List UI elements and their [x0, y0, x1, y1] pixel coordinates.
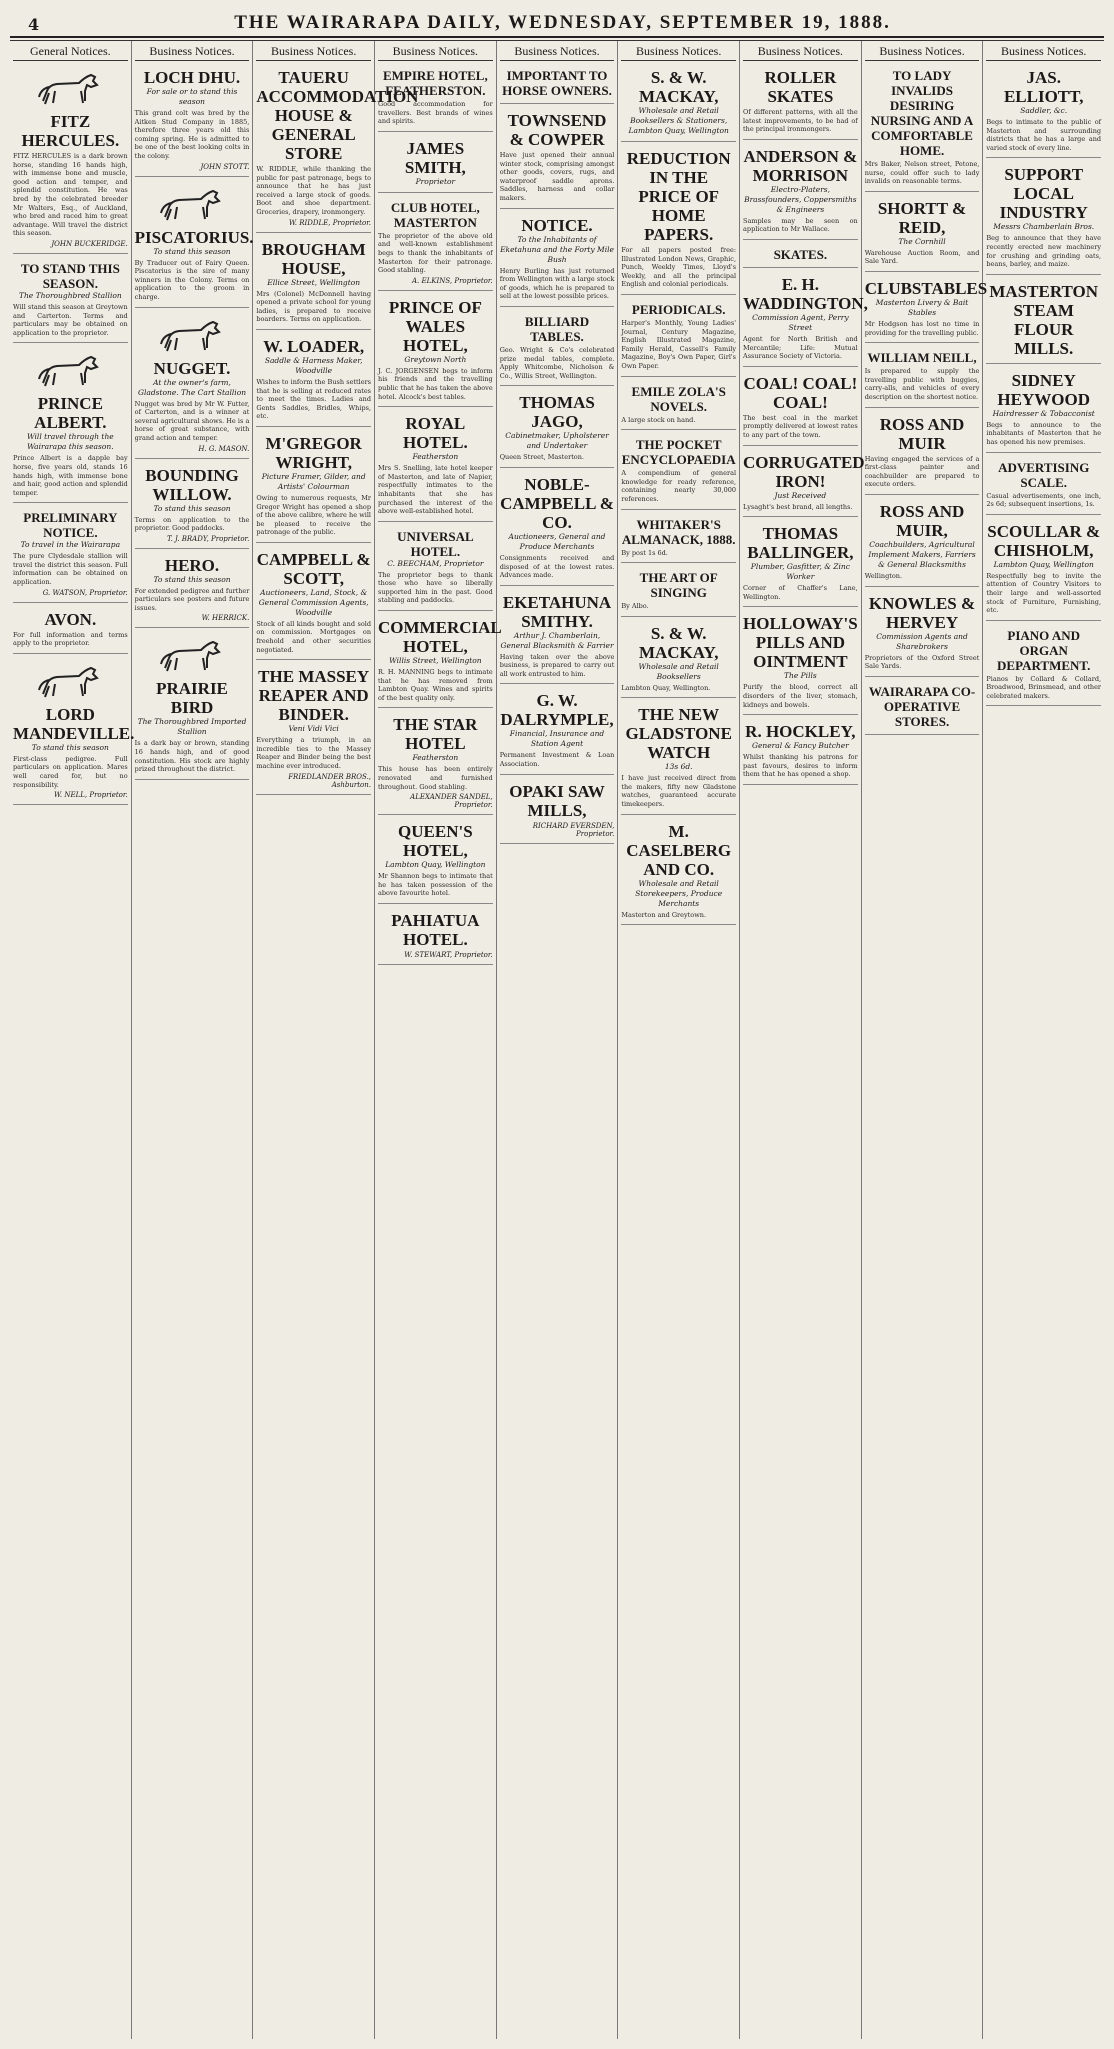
ad-subtitle: Saddle & Harness Maker, Woodville: [264, 355, 363, 375]
ad-signature: T. J. BRADY, Proprietor.: [166, 534, 250, 543]
advertisement: [500, 390, 615, 468]
ad-title: M'GREGOR WRIGHT,: [265, 433, 362, 472]
masthead: [10, 8, 1104, 34]
ad-signature: JOHN STOTT.: [200, 162, 250, 171]
ad-body: Wishes to inform the Bush settlers that he is selling at reduced rates to meet the times. Ladies and Gents Saddles, Bridles, Whips, etc.: [256, 377, 372, 421]
ad-body: Nugget was bred by Mr W. Futter, of Carterton, and is a winner at several agricultural shows. He is a horse of great substance, with grand action and temper.: [134, 399, 250, 442]
ad-title: THE NEW GLADSTONE WATCH: [625, 705, 732, 763]
ad-title: WILLIAM NEILL,: [867, 350, 977, 366]
ad-subtitle: Featherston: [412, 753, 459, 763]
ad-body: Is a dark bay or brown, standing 16 hands high, and of good constitution. His stock are highly prized throughout the district.: [134, 739, 250, 774]
ad-body: Is prepared to supply the travelling public with buggies, carry-alls, and vehicles of every description on the shortest notice.: [864, 367, 980, 401]
advertisement: [865, 499, 980, 587]
ad-subtitle: General & Fancy Butcher: [751, 741, 849, 751]
ad-title: SCOULLAR & CHISHOLM,: [987, 521, 1101, 560]
advertisement: [986, 162, 1101, 274]
ad-title: PERIODICALS.: [631, 301, 726, 317]
ad-signature: W. RIDDLE, Proprietor.: [288, 218, 372, 227]
advertisement: [986, 519, 1101, 621]
column-header: Business Notices.: [986, 41, 1101, 61]
ad-body: The pure Clydesdale stallion will travel the district this season. Full information can be obtained on application.: [13, 552, 128, 587]
ad-title: ROYAL HOTEL.: [402, 414, 468, 453]
ad-title: R. HOCKLEY,: [745, 722, 856, 742]
ad-title: NUGGET.: [153, 358, 231, 378]
advertisement: [13, 607, 128, 654]
ad-title: SKATES.: [773, 246, 828, 262]
advertisement: [378, 136, 493, 193]
ad-title: S. & W. MACKAY,: [638, 623, 719, 662]
ad-signature: H. G. MASON.: [198, 444, 250, 453]
advertisement: [621, 146, 736, 295]
advertisement: [135, 312, 250, 459]
ad-title: WAIRARAPA CO-OPERATIVE STORES.: [868, 683, 976, 729]
advertisement: [13, 258, 128, 343]
advertisement: [621, 299, 736, 377]
ad-title: KNOWLES & HERVEY: [868, 593, 976, 632]
column-header: Business Notices.: [378, 41, 493, 61]
advertisement: [621, 702, 736, 814]
ad-subtitle: Masterton Livery & Bait Stables: [875, 297, 969, 317]
ad-body: Permanent Investment & Loan Association.: [499, 751, 615, 769]
ad-signature: W. NELL, Proprietor.: [53, 791, 128, 800]
ad-body: FITZ HERCULES is a dark brown horse, standing 16 hands high, with immense bone and muscle, good action and temper, and splendid constitution. He was bred by the celebrated breeder Mr Walters, Esq., of Auckland, who bred and raced him to great advantage. Will travel the district this season.: [13, 152, 128, 238]
advertisement: [500, 472, 615, 586]
ad-signature: ALEXANDER SANDEL, Proprietor.: [410, 793, 493, 810]
advertisement: [378, 908, 493, 965]
ad-subtitle: Veni Vidi Vici: [288, 724, 339, 734]
ad-title: JAMES SMITH,: [404, 138, 466, 177]
ad-body: Respectfully beg to invite the attention of Country Visitors to their large and well-assorted stock of Furniture, Furnishing, etc.: [986, 571, 1102, 615]
advertisement: [500, 688, 615, 774]
advertisement: [621, 514, 736, 564]
ad-body: Casual advertisements, one inch, 2s 6d; subsequent insertions, 1s.: [986, 491, 1102, 509]
ad-subtitle: Ellice Street, Wellington: [267, 277, 361, 287]
ad-subtitle: Plumber, Gasfitter, & Zinc Worker: [750, 562, 850, 582]
ad-body: Warehouse Auction Room, and Sale Yard.: [864, 248, 980, 266]
ad-body: By post 1s 6d.: [621, 548, 668, 557]
advertisement: [865, 591, 980, 677]
page-number: 4: [28, 15, 40, 34]
ad-title: PRINCE ALBERT.: [34, 394, 107, 433]
advertisement: [621, 381, 736, 431]
ad-title: PRELIMINARY NOTICE.: [23, 510, 118, 541]
ad-subtitle: Lambton Quay, Wellington: [993, 559, 1094, 569]
ad-subtitle: The Cornhill: [898, 236, 946, 246]
ad-body: Masterton and Greytown.: [621, 910, 707, 919]
horse-illustration-icon: [13, 664, 128, 702]
column-4: [375, 41, 502, 2039]
ad-subtitle: Arthur J. Chamberlain, General Blacksmith & Farrier: [500, 630, 614, 650]
column-2: [132, 41, 254, 2039]
ad-body: Whilst thanking his patrons for past favours, desires to inform them that he has opened a shop.: [743, 753, 858, 779]
ad-body: Terms on application to the proprietor. Good paddocks.: [134, 515, 250, 533]
ad-subtitle: C. BEECHAM, Proprietor: [387, 558, 484, 568]
ad-body: Having engaged the services of a first-class painter and coachbuilder are prepared to execute orders.: [864, 454, 980, 489]
horse-illustration-icon: [135, 187, 250, 225]
ad-body: Mrs (Colonel) McDonnell having opened a private school for young ladies, is prepared to receive boarders. Terms on application.: [256, 289, 372, 324]
advertisement: [378, 819, 493, 904]
horse-illustration-icon: [135, 638, 250, 676]
ad-subtitle: Will travel through the Wairarapa this season.: [26, 432, 114, 452]
ad-body: Mrs S. Snelling, late hotel keeper of Masterton, and late of Napier, respectfully intimates to the inhabitants that she has purchased the interest of the above well-established hotel.: [378, 464, 493, 516]
advertisement: [13, 347, 128, 503]
advertisement: [865, 347, 980, 407]
advertisement: [865, 65, 980, 192]
ad-title: THE ART OF SINGING: [639, 570, 718, 601]
ad-body: Have just opened their annual winter stock, comprising amongst other goods, covers, rugs, and waterproof saddle aprons. Saddles, harness and collar makers.: [499, 151, 615, 202]
advertisement: [743, 450, 865, 518]
ad-title: HERO.: [164, 555, 220, 575]
advertisement: [13, 65, 128, 254]
advertisement: [743, 521, 858, 607]
advertisement: [256, 334, 371, 427]
advertisement: [378, 615, 502, 708]
ad-body: Having taken over the above business, is prepared to carry out all work entrusted to him.: [499, 652, 615, 678]
column-header: Business Notices.: [621, 41, 736, 61]
ad-title: BROUGHAM HOUSE,: [261, 239, 366, 278]
ad-title: SIDNEY HEYWOOD: [997, 370, 1090, 409]
advertisement: [743, 719, 858, 785]
ad-subtitle: The Thoroughbred Stallion: [18, 290, 122, 300]
ad-body: Everything a triumph, in an incredible ties to the Massey Reaper and Binder being the best machine ever introduced.: [256, 736, 372, 771]
ad-title: THE STAR HOTEL: [393, 715, 478, 754]
ad-subtitle: Wholesale and Retail Booksellers: [638, 661, 719, 681]
ad-body: Wellington.: [864, 571, 903, 580]
ad-subtitle: For sale or to stand this season: [146, 87, 238, 106]
ad-subtitle: Commission Agent, Perry Street: [752, 312, 849, 332]
ad-title: QUEEN'S HOTEL,: [398, 822, 473, 861]
advertisement: [743, 611, 858, 715]
advertisement: [865, 412, 980, 495]
ad-signature: JOHN BUCKERIDGE.: [51, 239, 128, 248]
advertisement: [500, 108, 615, 209]
advertisement: [378, 65, 493, 132]
column-1: [10, 41, 135, 2039]
ad-title: G. W. DALRYMPLE,: [500, 691, 614, 730]
advertisement: [865, 196, 980, 272]
ad-title: IMPORTANT TO HORSE OWNERS.: [502, 68, 612, 98]
advertisement: [135, 632, 250, 779]
ad-body: Lysaght's best brand, all lengths.: [743, 502, 853, 511]
ad-subtitle: At the owner's farm, Gladstone. The Cart Stallion: [137, 377, 247, 397]
advertisement: [743, 65, 858, 140]
column-header: Business Notices.: [500, 41, 615, 61]
ad-title: NOBLE-CAMPBELL & CO.: [500, 474, 614, 532]
ad-subtitle: Willis Street, Wellington: [389, 656, 482, 666]
column-9: [983, 41, 1104, 2039]
advertisement: [256, 65, 419, 233]
advertisement: [621, 819, 736, 926]
ad-body: The best coal in the market promptly delivered at lowest rates to any part of the town.: [743, 413, 858, 439]
advertisement: [500, 779, 615, 844]
ad-subtitle: Wholesale and Retail Booksellers & Stationers, Lambton Quay, Wellington: [628, 106, 729, 135]
advertisement: [986, 279, 1101, 364]
ad-title: M. CASELBERG AND CO.: [626, 821, 732, 879]
ad-body: Good accommodation for travellers. Best brands of wines and spirits.: [378, 100, 493, 126]
ad-subtitle: Cabinetmaker, Upholsterer and Undertaker: [505, 431, 609, 451]
ad-body: Geo. Wright & Co's celebrated prize medal tables, complete. Apply Whitcombe, Nicholson & Co., Willis Street, Wellington.: [499, 345, 615, 380]
ad-title: ROSS AND MUIR: [879, 414, 965, 453]
advertisement: [500, 213, 615, 307]
advertisement: [256, 664, 371, 794]
ad-body: Prince Albert is a dapple bay horse, five years old, stands 16 hands high, with immense bone and hair, good action and splendid temper.: [13, 454, 128, 497]
ad-body: This grand colt was bred by the Aitken Stud Company in 1885, therefore three years old this coming spring. He is admitted to be one of the best looking colts in the colony.: [134, 109, 250, 160]
advertisement: [986, 457, 1101, 515]
ad-subtitle: Auctioneers, General and Produce Merchants: [508, 531, 606, 551]
advertisement: [135, 463, 250, 549]
ad-body: W. RIDDLE, while thanking the public for past patronage, begs to announce that he has just received a large stock of goods. Boot and shoe department. Groceries, drapery, ironmongery.: [256, 165, 372, 216]
column-8: [862, 41, 988, 2039]
advertisement: [378, 411, 493, 522]
ad-title: HOLLOWAY'S PILLS AND OINTMENT: [743, 614, 858, 672]
advertisement: [13, 658, 135, 805]
ad-title: CLUB HOTEL, MASTERTON: [390, 199, 480, 230]
ad-body: Corner of Chaffer's Lane, Wellington.: [743, 584, 858, 601]
ad-title: EKETAHUNA SMITHY.: [502, 592, 612, 631]
column-header: Business Notices.: [865, 41, 980, 61]
ad-subtitle: Electro-Platers, Brassfounders, Coppersmiths & Engineers: [744, 184, 857, 214]
ad-title: CAMPBELL & SCOTT,: [256, 549, 371, 588]
ad-title: REDUCTION IN THE PRICE OF HOME PAPERS.: [626, 149, 731, 244]
ad-body: Mr Shannon begs to intimate that he has taken possession of the above favourite hotel.: [378, 872, 493, 898]
ad-body: Proprietors of the Oxford Street Sale Yards.: [864, 653, 980, 671]
ad-body: A compendium of general knowledge for ready reference, containing nearly 30,000 references.: [621, 469, 737, 503]
ad-subtitle: To the Inhabitants of Eketahuna and the Forty Mile Bush: [500, 234, 614, 264]
ad-title: WHITAKER'S ALMANACK, 1888.: [621, 516, 736, 547]
horse-illustration-icon: [135, 318, 250, 356]
ad-body: For full information and terms apply to the proprietor.: [13, 630, 128, 648]
ad-body: R. H. MANNING begs to intimate that he has removed from Lambton Quay. Wines and spirits of the best quality only.: [378, 668, 493, 702]
ad-title: SHORTT & REID,: [877, 198, 967, 237]
ad-title: JAS. ELLIOTT,: [1003, 68, 1084, 106]
advertisement: [378, 712, 493, 815]
advertisement: [378, 526, 493, 611]
ad-subtitle: To travel in the Wairarapa: [20, 540, 121, 550]
ad-body: I have just received direct from the makers, fifty new Gladstone watches, guaranteed accurate timekeepers.: [621, 774, 737, 809]
horse-illustration-icon: [13, 353, 128, 391]
advertisement: [13, 507, 128, 602]
advertisement: [986, 368, 1101, 453]
ad-body: Henry Burling has just returned from Wellington with a large stock of goods, which he is prepared to sell at the lowest possible prices.: [499, 266, 615, 301]
advertisement: [621, 65, 736, 142]
ad-subtitle: To stand this season: [153, 246, 231, 256]
ad-subtitle: Commission Agents and Sharebrokers: [876, 631, 968, 651]
ad-title: BOUNDING WILLOW.: [145, 465, 239, 504]
ad-title: LOCH DHU.: [143, 68, 241, 87]
ad-body: Mr Hodgson has lost no time in providing for the travelling public.: [864, 319, 980, 337]
ad-subtitle: Saddler, &c.: [1020, 106, 1068, 115]
advertisement: [256, 431, 371, 543]
ad-subtitle: Hairdresser & Tobacconist: [992, 408, 1095, 418]
ad-subtitle: To stand this season: [153, 503, 231, 513]
ad-title: COMMERCIAL HOTEL,: [378, 618, 502, 657]
ad-title: CLUBSTABLES: [864, 278, 988, 298]
ad-title: PAHIATUA HOTEL.: [391, 911, 480, 949]
ad-title: UNIVERSAL HOTEL.: [397, 528, 474, 559]
ad-body: Begs to intimate to the public of Masterton and surrounding districts that he has a large and varied stock of every line.: [986, 118, 1102, 152]
ad-body: Harper's Monthly, Young Ladies' Journal, Century Magazine, English Illustrated Magazine, Family Herald, Cassell's Family Magazine, Boy's Own Paper, Girl's Own Paper.: [621, 318, 737, 370]
ad-body: A large stock on hand.: [621, 415, 696, 424]
advertisement: [743, 144, 858, 240]
ad-title: THOMAS JAGO,: [519, 393, 595, 432]
column-6: [618, 41, 740, 2039]
ad-title: S. & W. MACKAY,: [638, 68, 719, 106]
ad-title: PRAIRIE BIRD: [156, 679, 228, 718]
ad-title: PISCATORIUS.: [134, 227, 254, 247]
advertisement: [500, 311, 615, 386]
ad-title: BILLIARD TABLES.: [524, 313, 590, 344]
advertisement: [986, 625, 1101, 707]
ad-body: Beg to announce that they have recently erected new machinery for crushing and grinding oats, beans, barley, and maize.: [986, 234, 1102, 269]
ad-title: ADVERTISING SCALE.: [998, 459, 1090, 490]
ad-title: OPAKI SAW MILLS,: [509, 781, 605, 820]
ad-body: Queen Street, Masterton.: [499, 453, 584, 462]
ad-body: Begs to announce to the inhabitants of Masterton that he has opened his new premises.: [986, 420, 1102, 446]
ad-body: First-class pedigree. Full particulars on application. Mares well cared for, but no responsibility.: [13, 754, 128, 789]
advertisement: [256, 547, 371, 660]
advertisement: [135, 553, 250, 629]
ad-body: Consignments received and disposed of at the lowest rates. Advances made.: [499, 553, 615, 580]
advertisement: [135, 65, 250, 177]
ad-subtitle: To stand this season: [31, 742, 109, 752]
ad-title: E. H. WADDINGTON,: [743, 274, 868, 313]
column-5: [497, 41, 619, 2039]
advertisement: [500, 65, 615, 104]
ad-signature: FRIEDLANDER BROS., Ashburton.: [288, 772, 372, 789]
ad-body: The proprietor begs to thank those who have so liberally supported him in the past. Good stabling and paddocks.: [378, 570, 493, 605]
ad-body: Will stand this season at Greytown and Carterton. Terms and particulars may be obtained on application to the proprietor.: [13, 302, 128, 337]
ad-body: By Traducer out of Fairy Queen. Piscatorius is the sire of many winners in the Colony. Terms on application to the groom in charge.: [134, 258, 250, 301]
ad-title: PIANO AND ORGAN DEPARTMENT.: [997, 627, 1091, 673]
advertisement: [256, 237, 371, 330]
ad-body: Agent for North British and Mercantile; Life: Mutual Assurance Society of Victoria.: [743, 334, 858, 361]
ad-title: TAUERU ACCOMMODATION HOUSE & GENERAL STORE: [256, 68, 419, 163]
advertisement: [134, 181, 254, 308]
ad-body: This house has been entirely renovated and furnished throughout. Good stabling.: [378, 765, 493, 791]
ad-title: PRINCE OF WALES HOTEL,: [388, 297, 482, 355]
column-header: Business Notices.: [743, 41, 858, 61]
ad-subtitle: Greytown North: [404, 354, 467, 364]
ad-body: Samples may be seen on application to Mr Wallace.: [743, 216, 858, 234]
advertisement: [986, 65, 1101, 158]
column-7: [740, 41, 868, 2039]
ad-body: Pianos by Collard & Collard, Broadwood, Brinsmead, and other celebrated makers.: [986, 674, 1102, 700]
ad-body: Of different patterns, with all the latest improvements, to be had of the principal ironmongers.: [743, 108, 858, 134]
ad-title: LORD MANDEVILLE.: [13, 704, 135, 743]
ad-body: Stock of all kinds bought and sold on commission. Mortgages on freehold and other securities negotiated.: [256, 619, 372, 654]
ad-title: COAL! COAL! COAL!: [743, 373, 858, 412]
advertisement: [743, 244, 858, 268]
horse-illustration-icon: [13, 71, 128, 109]
ad-body: J. C. JORGENSEN begs to inform his friends and the travelling public that he has taken the above hotel. Alcock's best tables.: [378, 366, 493, 401]
ad-title: TO LADY INVALIDS DESIRING NURSING AND A COMFORTABLE HOME.: [870, 68, 974, 158]
column-header: Business Notices.: [135, 41, 250, 61]
ad-body: By Albo.: [621, 602, 649, 611]
ad-body: Owing to numerous requests, Mr Gregor Wright has opened a shop of the above calibre, where he will be pleased to receive the patronage of the public.: [256, 493, 372, 537]
ad-subtitle: Lambton Quay, Wellington: [385, 860, 486, 870]
ad-subtitle: The Thoroughbred Imported Stallion: [137, 717, 247, 737]
ad-subtitle: Wholesale and Retail Storekeepers, Produce Merchants: [635, 878, 723, 908]
ad-title: THE MASSEY REAPER AND BINDER.: [258, 667, 370, 725]
ad-title: TOWNSEND & COWPER: [507, 111, 607, 149]
ad-body: Purify the blood, correct all disorders of the liver, stomach, kidneys and bowels.: [743, 683, 858, 709]
ad-signature: G. WATSON, Proprietor.: [42, 588, 128, 597]
ad-subtitle: Messrs Chamberlain Bros.: [993, 222, 1095, 232]
ad-subtitle: The Pills: [783, 671, 817, 681]
ad-title: EMPIRE HOTEL, FEATHERSTON.: [382, 68, 488, 98]
ad-title: THE POCKET ENCYCLOPAEDIA: [621, 437, 736, 468]
ad-signature: A. ELKINS, Proprietor.: [411, 276, 493, 285]
ad-title: ROLLER SKATES: [764, 68, 837, 106]
ad-subtitle: Just Received: [774, 490, 827, 500]
advertisement: [743, 371, 858, 446]
ad-body: The proprietor of the above old and well-known establishment begs to thank the inhabitants of Masterton for their patronage. Good stabling.: [378, 231, 493, 275]
ad-subtitle: Proprietor: [415, 176, 456, 186]
ad-title: NOTICE.: [521, 215, 593, 235]
advertisement: [500, 590, 615, 685]
ad-subtitle: To stand this season: [153, 574, 231, 584]
ad-title: MASTERTON STEAM FLOUR MILLS.: [989, 281, 1099, 358]
masthead-rule: [10, 36, 1104, 38]
ad-title: W. LOADER,: [263, 336, 365, 356]
advertisement: [378, 295, 493, 407]
advertisement: [621, 567, 736, 617]
ad-body: For extended pedigree and further particulars see posters and future issues.: [134, 586, 250, 612]
ad-title: CORRUGATED IRON!: [743, 452, 865, 491]
ad-title: FITZ HERCULES.: [21, 112, 120, 150]
ad-title: ANDERSON & MORRISON: [743, 146, 858, 185]
ad-subtitle: Featherston: [412, 452, 459, 462]
advertisement: [743, 272, 868, 367]
advertisement: [621, 621, 736, 699]
ad-subtitle: Financial, Insurance and Station Agent: [509, 729, 605, 749]
column-header: Business Notices.: [256, 41, 371, 61]
advertisement: [621, 434, 736, 509]
ad-title: AVON.: [44, 609, 97, 629]
masthead-title: THE WAIRARAPA DAILY, WEDNESDAY, SEPTEMBER 19, 1888.: [234, 12, 891, 33]
ad-title: THOMAS BALLINGER,: [747, 524, 854, 563]
advertisement: [864, 276, 988, 343]
column-3: [253, 41, 419, 2039]
ad-signature: W. HERRICK.: [201, 614, 250, 623]
ad-subtitle: Coachbuilders, Agricultural Implement Makers, Farriers & General Blacksmiths: [868, 539, 976, 569]
column-header: General Notices.: [13, 41, 128, 61]
advertisement: [378, 197, 493, 291]
advertisement: [865, 681, 980, 735]
ad-subtitle: 13s 6d.: [664, 762, 693, 772]
ad-body: Lambton Quay, Wellington.: [621, 683, 711, 692]
ad-signature: RICHARD EVERSDEN, Proprietor.: [532, 821, 615, 838]
ad-title: TO STAND THIS SEASON.: [20, 260, 120, 291]
ad-title: ROSS AND MUIR,: [879, 501, 965, 540]
ad-subtitle: Auctioneers, Land, Stock, & General Commission Agents, Woodville: [258, 587, 369, 617]
ad-body: Mrs Baker, Nelson street, Petone, nurse, could offer such to lady invalids on reasonable terms.: [864, 160, 980, 186]
ad-body: For all papers posted free: Illustrated London News, Graphic, Punch, Weekly Times, Lloyd's Weekly, and all the principal English and colonial periodicals.: [621, 246, 737, 289]
ad-title: EMILE ZOLA'S NOVELS.: [631, 383, 726, 414]
ad-title: SUPPORT LOCAL INDUSTRY: [999, 165, 1088, 223]
columns: [10, 41, 1104, 2039]
ad-signature: W. STEWART, Proprietor.: [404, 951, 493, 959]
ad-subtitle: Picture Framer, Gilder, and Artists' Colourman: [261, 471, 366, 491]
